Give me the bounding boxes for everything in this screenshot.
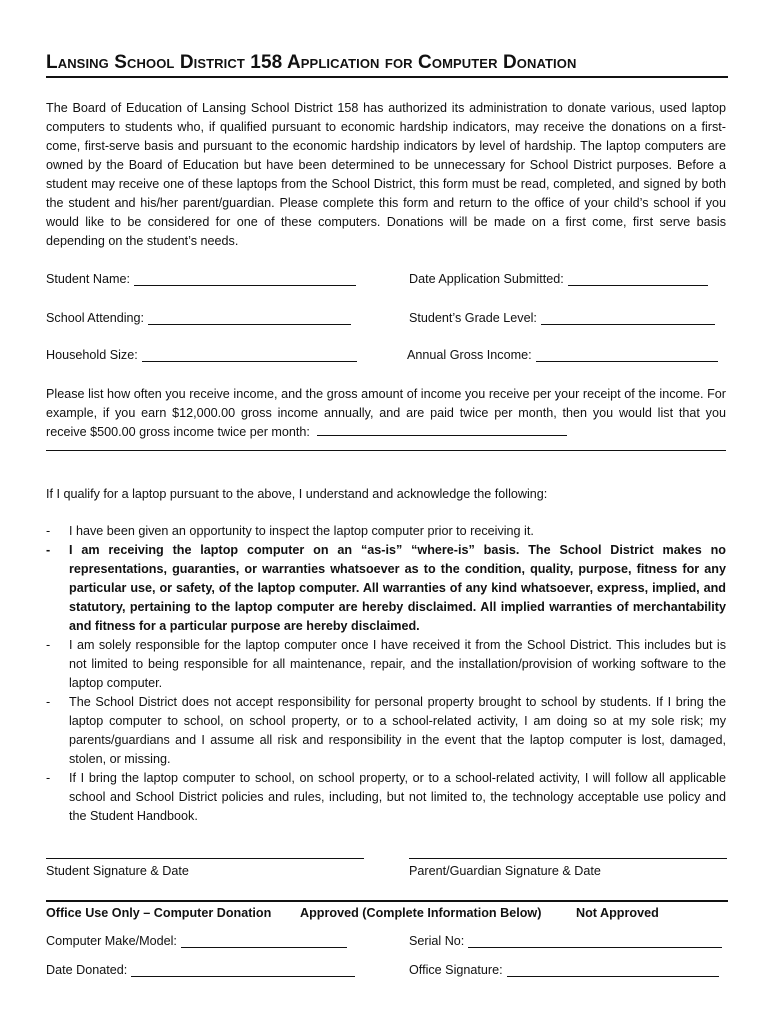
date-donated-label: Date Donated:	[46, 963, 128, 977]
household-size-field[interactable]	[46, 347, 357, 362]
date-submitted-line[interactable]	[568, 271, 708, 286]
date-submitted-label: Date Application Submitted:	[409, 272, 564, 286]
household-size-label: Household Size:	[46, 348, 138, 362]
serial-line[interactable]	[468, 933, 722, 948]
grade-level-label: Student’s Grade Level:	[409, 311, 537, 325]
annual-income-label: Annual Gross Income:	[407, 348, 532, 362]
make-model-label: Computer Make/Model:	[46, 934, 177, 948]
make-model-line[interactable]	[181, 933, 347, 948]
student-signature-line[interactable]	[46, 858, 364, 859]
office-signature-line[interactable]	[507, 962, 719, 977]
office-use-heading: Office Use Only – Computer Donation	[46, 906, 272, 920]
acknowledge-intro: If I qualify for a laptop pursuant to the above, I understand and acknowledge the following:	[46, 487, 548, 501]
income-answer-line-2[interactable]	[46, 450, 726, 451]
student-name-field[interactable]	[46, 271, 356, 286]
parent-signature-label: Parent/Guardian Signature & Date	[409, 864, 601, 878]
date-submitted-field[interactable]	[409, 271, 708, 286]
serial-field[interactable]	[409, 933, 722, 948]
income-answer-line[interactable]	[317, 423, 567, 436]
income-instructions-text: Please list how often you receive income, and the gross amount of income you receive per your receipt of the income. For example, if you earn $12,000.00 gross income annually, and are paid twice per month, then you would list that you receive $500.00 gross income twice per month:	[46, 387, 726, 439]
grade-level-line[interactable]	[541, 310, 715, 325]
school-attending-label: School Attending:	[46, 311, 145, 325]
not-approved-option[interactable]: Not Approved	[576, 906, 659, 920]
annual-income-field[interactable]	[407, 347, 718, 362]
list-item: - I am receiving the laptop computer on an “as-is” “where-is” basis. The School District makes no representations, guaranties, or warranties whatsoever as to the condition, quality, purpose, fitness for any particular use, or safety, of the laptop computer. All warranties of any kind whatsoever, express, implied, and statutory, pertaining to the laptop computer are hereby disclaimed. All implied warranties of merchantability and fitness for a particular purpose are hereby disclaimed.	[46, 541, 726, 636]
serial-label: Serial No:	[409, 934, 465, 948]
date-donated-line[interactable]	[131, 962, 355, 977]
make-model-field[interactable]	[46, 933, 347, 948]
approved-option[interactable]: Approved (Complete Information Below)	[300, 906, 542, 920]
intro-paragraph: The Board of Education of Lansing School District 158 has authorized its administration to donate various, used laptop computers to students who, if qualified pursuant to economic hardship indicators, may receive the donations on a first-come, first-serve basis and pursuant to the economic hardship indicators by level of hardship. The laptop computers are owned by the Board of Education but have been determined to be unnecessary for School District purposes. Before a student may receive one of these laptops from the School District, this form must be read, completed, and signed by both the student and his/her parent/guardian. Please complete this form and return to the office of your child’s school if you would like to be considered for one of these computers. Donations will be made on a first come, first serve basis depending on the student’s needs.	[46, 101, 726, 248]
student-signature-label: Student Signature & Date	[46, 864, 189, 878]
list-item: - I am solely responsible for the laptop computer once I have received it from the School District. This includes but is not limited to being responsible for all maintenance, repair, and the installation/provision of working software to the laptop computer.	[46, 636, 726, 693]
annual-income-line[interactable]	[536, 347, 718, 362]
date-donated-field[interactable]	[46, 962, 355, 977]
list-item: - If I bring the laptop computer to school, on school property, or to a school-related activity, I will follow all applicable school and School District policies and rules, including, but not limited to, the technology acceptable use policy and the Student Handbook.	[46, 769, 726, 826]
school-attending-field[interactable]	[46, 310, 351, 325]
household-size-line[interactable]	[142, 347, 357, 362]
office-signature-label: Office Signature:	[409, 963, 503, 977]
list-item: - I have been given an opportunity to inspect the laptop computer prior to receiving it.	[46, 522, 726, 541]
school-attending-line[interactable]	[148, 310, 351, 325]
page-title: Lansing School District 158 Application for Computer Donation	[46, 52, 728, 78]
office-signature-field[interactable]	[409, 962, 719, 977]
income-instructions	[46, 385, 726, 442]
student-name-line[interactable]	[134, 271, 356, 286]
parent-signature-line[interactable]	[409, 858, 727, 859]
office-use-header	[46, 900, 728, 920]
student-name-label: Student Name:	[46, 272, 131, 286]
list-item: - The School District does not accept responsibility for personal property brought to school by students. If I bring the laptop computer to school, on school property, or to a school-related activity, I am doing so at my sole risk; my parents/guardians and I assume all risk and responsibility in the event that the laptop computer is lost, damaged, stolen, or missing.	[46, 693, 726, 769]
grade-level-field[interactable]	[409, 310, 715, 325]
acknowledgement-list	[46, 522, 726, 826]
